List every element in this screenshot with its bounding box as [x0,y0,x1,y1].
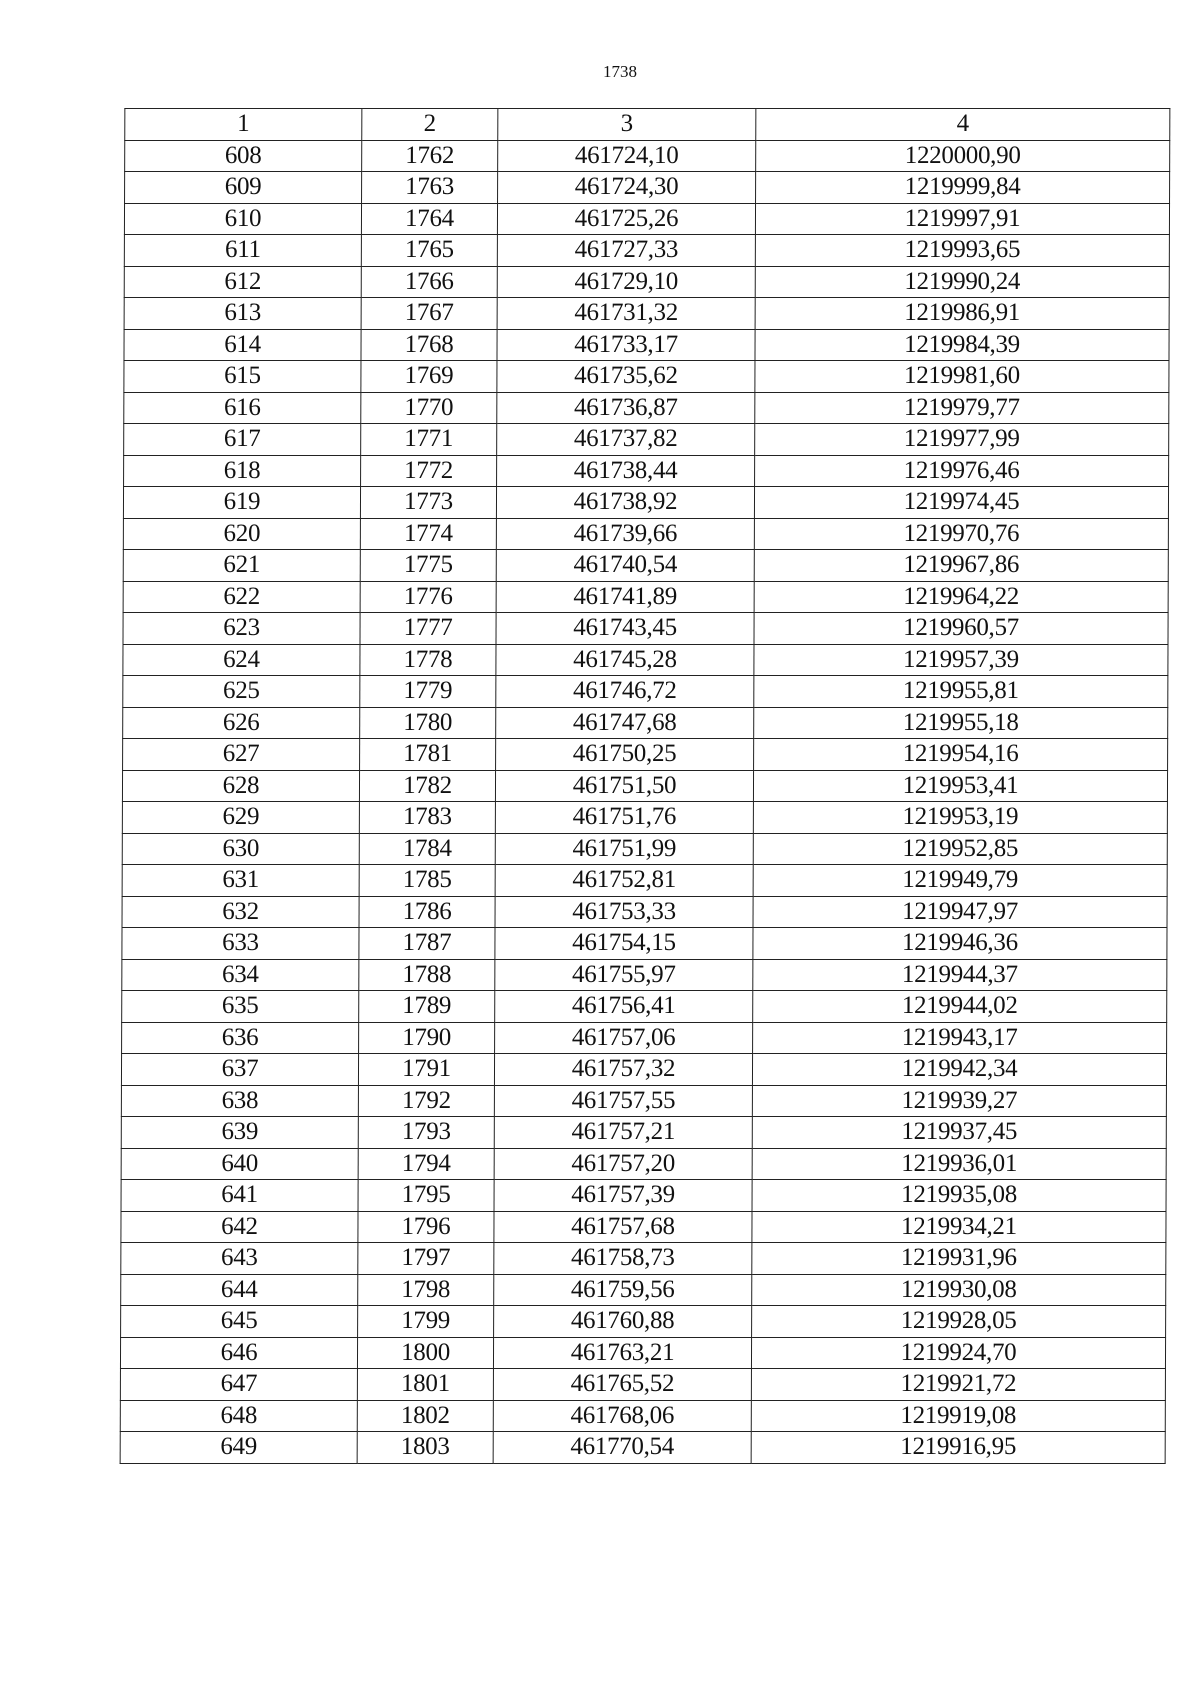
table-row [121,1306,1166,1338]
table-row [122,1022,1167,1054]
table-row [122,865,1167,897]
table-cell: 642 [121,1211,358,1243]
table-cell: 612 [124,266,361,298]
table-cell: 609 [125,172,362,204]
table-cell: 632 [122,896,359,928]
table-cell: 629 [122,802,359,834]
table-cell: 628 [122,770,359,802]
table-row [120,1400,1165,1432]
table-cell: 461740,54 [496,550,754,582]
table-cell: 1219944,02 [753,991,1167,1023]
table-cell: 1219944,37 [753,959,1167,991]
table-cell: 461736,87 [497,392,755,424]
table-cell: 461751,99 [495,833,753,865]
table-cell: 637 [121,1054,358,1086]
table-cell: 1788 [359,959,495,991]
table-cell: 610 [124,203,361,235]
table-cell: 648 [120,1400,357,1432]
table-cell: 1219952,85 [753,833,1167,865]
table-cell: 1793 [358,1117,494,1149]
table-cell: 1219974,45 [754,487,1168,519]
table-cell: 1219930,08 [752,1274,1166,1306]
column-header: 3 [498,109,756,141]
table-cell: 1781 [360,739,496,771]
table-cell: 1773 [360,487,496,519]
table-cell: 1791 [358,1054,494,1086]
table-cell: 1765 [361,235,497,267]
table-cell: 461760,88 [494,1306,752,1338]
table-row [122,802,1167,834]
table-cell: 461757,39 [494,1180,752,1212]
table-row [124,424,1169,456]
table-cell: 631 [122,865,359,897]
table-row [121,1117,1166,1149]
table-cell: 639 [121,1117,358,1149]
table-cell: 621 [123,550,360,582]
table-cell: 461735,62 [497,361,755,393]
table-cell: 643 [121,1243,358,1275]
table-cell: 1769 [361,361,497,393]
table-cell: 1785 [359,865,495,897]
table-cell: 461763,21 [493,1337,751,1369]
coordinates-table [120,108,1171,1464]
table-row [122,959,1167,991]
table-cell: 461754,15 [495,928,753,960]
table-cell: 1219970,76 [754,518,1168,550]
table-cell: 1219953,19 [753,802,1167,834]
table-row [121,1243,1166,1275]
table-cell: 461752,81 [495,865,753,897]
column-header: 4 [756,109,1170,141]
table-cell: 1779 [360,676,496,708]
column-header: 2 [362,109,498,141]
table-cell: 1786 [359,896,495,928]
table-cell: 1219984,39 [755,329,1169,361]
table-row [121,1085,1166,1117]
table-row [125,172,1170,204]
table-cell: 461757,06 [495,1022,753,1054]
table-cell: 1767 [361,298,497,330]
table-row [122,770,1167,802]
table-row [123,518,1168,550]
table-cell: 1220000,90 [756,140,1170,172]
table-row [121,1180,1166,1212]
table-cell: 461757,32 [494,1054,752,1086]
table-row [123,739,1168,771]
table-row [121,1274,1166,1306]
table-cell: 1770 [361,392,497,424]
table-cell: 1783 [359,802,495,834]
table-cell: 461733,17 [497,329,755,361]
table-cell: 1782 [359,770,495,802]
table-row [124,361,1169,393]
table-cell: 634 [122,959,359,991]
table-cell: 624 [123,644,360,676]
table-cell: 1219990,24 [755,266,1169,298]
table-cell: 1219957,39 [754,644,1168,676]
table-cell: 619 [123,487,360,519]
table-cell: 641 [121,1180,358,1212]
table-cell: 1219916,95 [751,1432,1165,1464]
table-row [121,1054,1166,1086]
table-cell: 1219919,08 [751,1400,1165,1432]
table-row [124,455,1169,487]
table-cell: 1803 [357,1432,493,1464]
table-cell: 1219976,46 [755,455,1169,487]
table-cell: 1219955,18 [754,707,1168,739]
table-cell: 461765,52 [493,1369,751,1401]
table-cell: 461759,56 [494,1274,752,1306]
table-row [123,487,1168,519]
table-cell: 1219928,05 [752,1306,1166,1338]
table-cell: 461757,20 [494,1148,752,1180]
table-row [124,329,1169,361]
table-cell: 461755,97 [495,959,753,991]
table-cell: 618 [124,455,361,487]
table-cell: 461770,54 [493,1432,751,1464]
table-row [124,203,1169,235]
table-cell: 461738,92 [496,487,754,519]
table-row [123,676,1168,708]
table-cell: 1764 [361,203,497,235]
table-cell: 461724,10 [498,140,756,172]
table-cell: 461729,10 [497,266,755,298]
table-cell: 461741,89 [496,581,754,613]
table-cell: 614 [124,329,361,361]
table-cell: 461751,50 [495,770,753,802]
table-cell: 613 [124,298,361,330]
table-cell: 620 [123,518,360,550]
table-cell: 461739,66 [496,518,754,550]
table-cell: 1219931,96 [752,1243,1166,1275]
table-cell: 1795 [358,1180,494,1212]
table-cell: 1790 [359,1022,495,1054]
table-cell: 461725,26 [497,203,755,235]
table-cell: 1802 [357,1400,493,1432]
table-cell: 1219993,65 [755,235,1169,267]
table-cell: 627 [123,739,360,771]
table-cell: 1219921,72 [751,1369,1165,1401]
table-cell: 461747,68 [496,707,754,739]
table-cell: 625 [123,676,360,708]
table-cell: 1796 [358,1211,494,1243]
table-row [124,392,1169,424]
table-row [124,266,1169,298]
table-cell: 1784 [359,833,495,865]
table-cell: 1219946,36 [753,928,1167,960]
table-row [123,644,1168,676]
table-cell: 630 [122,833,359,865]
table-cell: 622 [123,581,360,613]
table-cell: 461750,25 [496,739,754,771]
table-cell: 1763 [362,172,498,204]
table-cell: 461757,68 [494,1211,752,1243]
table-cell: 1787 [359,928,495,960]
table-cell: 1799 [358,1306,494,1338]
table-row [124,298,1169,330]
table-cell: 461751,76 [495,802,753,834]
table-cell: 461746,72 [496,676,754,708]
table-cell: 1778 [360,644,496,676]
table-cell: 1219986,91 [755,298,1169,330]
table-cell: 1219939,27 [752,1085,1166,1117]
table-cell: 1792 [358,1085,494,1117]
table-cell: 617 [124,424,361,456]
table-row [125,140,1170,172]
table-cell: 1766 [361,266,497,298]
table-cell: 461756,41 [495,991,753,1023]
table-cell: 1219955,81 [754,676,1168,708]
table-cell: 461737,82 [497,424,755,456]
column-header: 1 [125,109,362,141]
table-cell: 608 [125,140,362,172]
table-row [123,613,1168,645]
table-row [120,1369,1165,1401]
table-cell: 1219999,84 [756,172,1170,204]
table-cell: 1219964,22 [754,581,1168,613]
table-cell: 1775 [360,550,496,582]
table-row [123,581,1168,613]
table-cell: 461727,33 [497,235,755,267]
table-cell: 1219960,57 [754,613,1168,645]
table-cell: 647 [120,1369,357,1401]
table-cell: 461738,44 [497,455,755,487]
table-cell: 1219936,01 [752,1148,1166,1180]
table-cell: 645 [121,1306,358,1338]
table-cell: 649 [120,1432,357,1464]
table-cell: 1762 [362,140,498,172]
table-cell: 1771 [361,424,497,456]
table-cell: 626 [123,707,360,739]
table-cell: 461758,73 [494,1243,752,1275]
table-row [124,235,1169,267]
table-cell: 1797 [358,1243,494,1275]
table-cell: 1219942,34 [752,1054,1166,1086]
table-row [122,928,1167,960]
table-row [121,1148,1166,1180]
table-row [122,896,1167,928]
table-cell: 1219954,16 [754,739,1168,771]
table-row [122,991,1167,1023]
table-cell: 633 [122,928,359,960]
table-cell: 1219943,17 [753,1022,1167,1054]
table-cell: 1800 [357,1337,493,1369]
table-cell: 1219977,99 [755,424,1169,456]
table-cell: 461757,55 [494,1085,752,1117]
table-cell: 1776 [360,581,496,613]
table-cell: 1774 [360,518,496,550]
table-cell: 1219947,97 [753,896,1167,928]
table-cell: 635 [122,991,359,1023]
table-cell: 461724,30 [498,172,756,204]
table-cell: 1219934,21 [752,1211,1166,1243]
table-cell: 461753,33 [495,896,753,928]
table-cell: 1219935,08 [752,1180,1166,1212]
table-cell: 640 [121,1148,358,1180]
table-cell: 646 [120,1337,357,1369]
table-cell: 1219949,79 [753,865,1167,897]
table-cell: 1794 [358,1148,494,1180]
table-cell: 611 [124,235,361,267]
table-row [123,550,1168,582]
table-cell: 1219937,45 [752,1117,1166,1149]
table-header-row [125,109,1170,141]
table-cell: 1801 [357,1369,493,1401]
table-cell: 461731,32 [497,298,755,330]
table-cell: 1219924,70 [751,1337,1165,1369]
table-cell: 1219967,86 [754,550,1168,582]
table-row [123,707,1168,739]
table-cell: 1219979,77 [755,392,1169,424]
table-row [122,833,1167,865]
table-body [120,140,1170,1463]
table-cell: 638 [121,1085,358,1117]
page-number: 1738 [603,62,637,81]
table-cell: 461745,28 [496,644,754,676]
table-cell: 461743,45 [496,613,754,645]
table-cell: 644 [121,1274,358,1306]
table-cell: 1777 [360,613,496,645]
table-cell: 461757,21 [494,1117,752,1149]
table-cell: 1780 [360,707,496,739]
table-row [121,1211,1166,1243]
table-cell: 1219981,60 [755,361,1169,393]
table-cell: 1772 [361,455,497,487]
table-cell: 1768 [361,329,497,361]
table-row [120,1432,1165,1464]
table-row [120,1337,1165,1369]
table-cell: 1798 [358,1274,494,1306]
table-cell: 1219953,41 [753,770,1167,802]
table-cell: 461768,06 [493,1400,751,1432]
table-cell: 1789 [359,991,495,1023]
table-cell: 1219997,91 [755,203,1169,235]
table-cell: 636 [122,1022,359,1054]
table-cell: 623 [123,613,360,645]
table-cell: 615 [124,361,361,393]
table-cell: 616 [124,392,361,424]
